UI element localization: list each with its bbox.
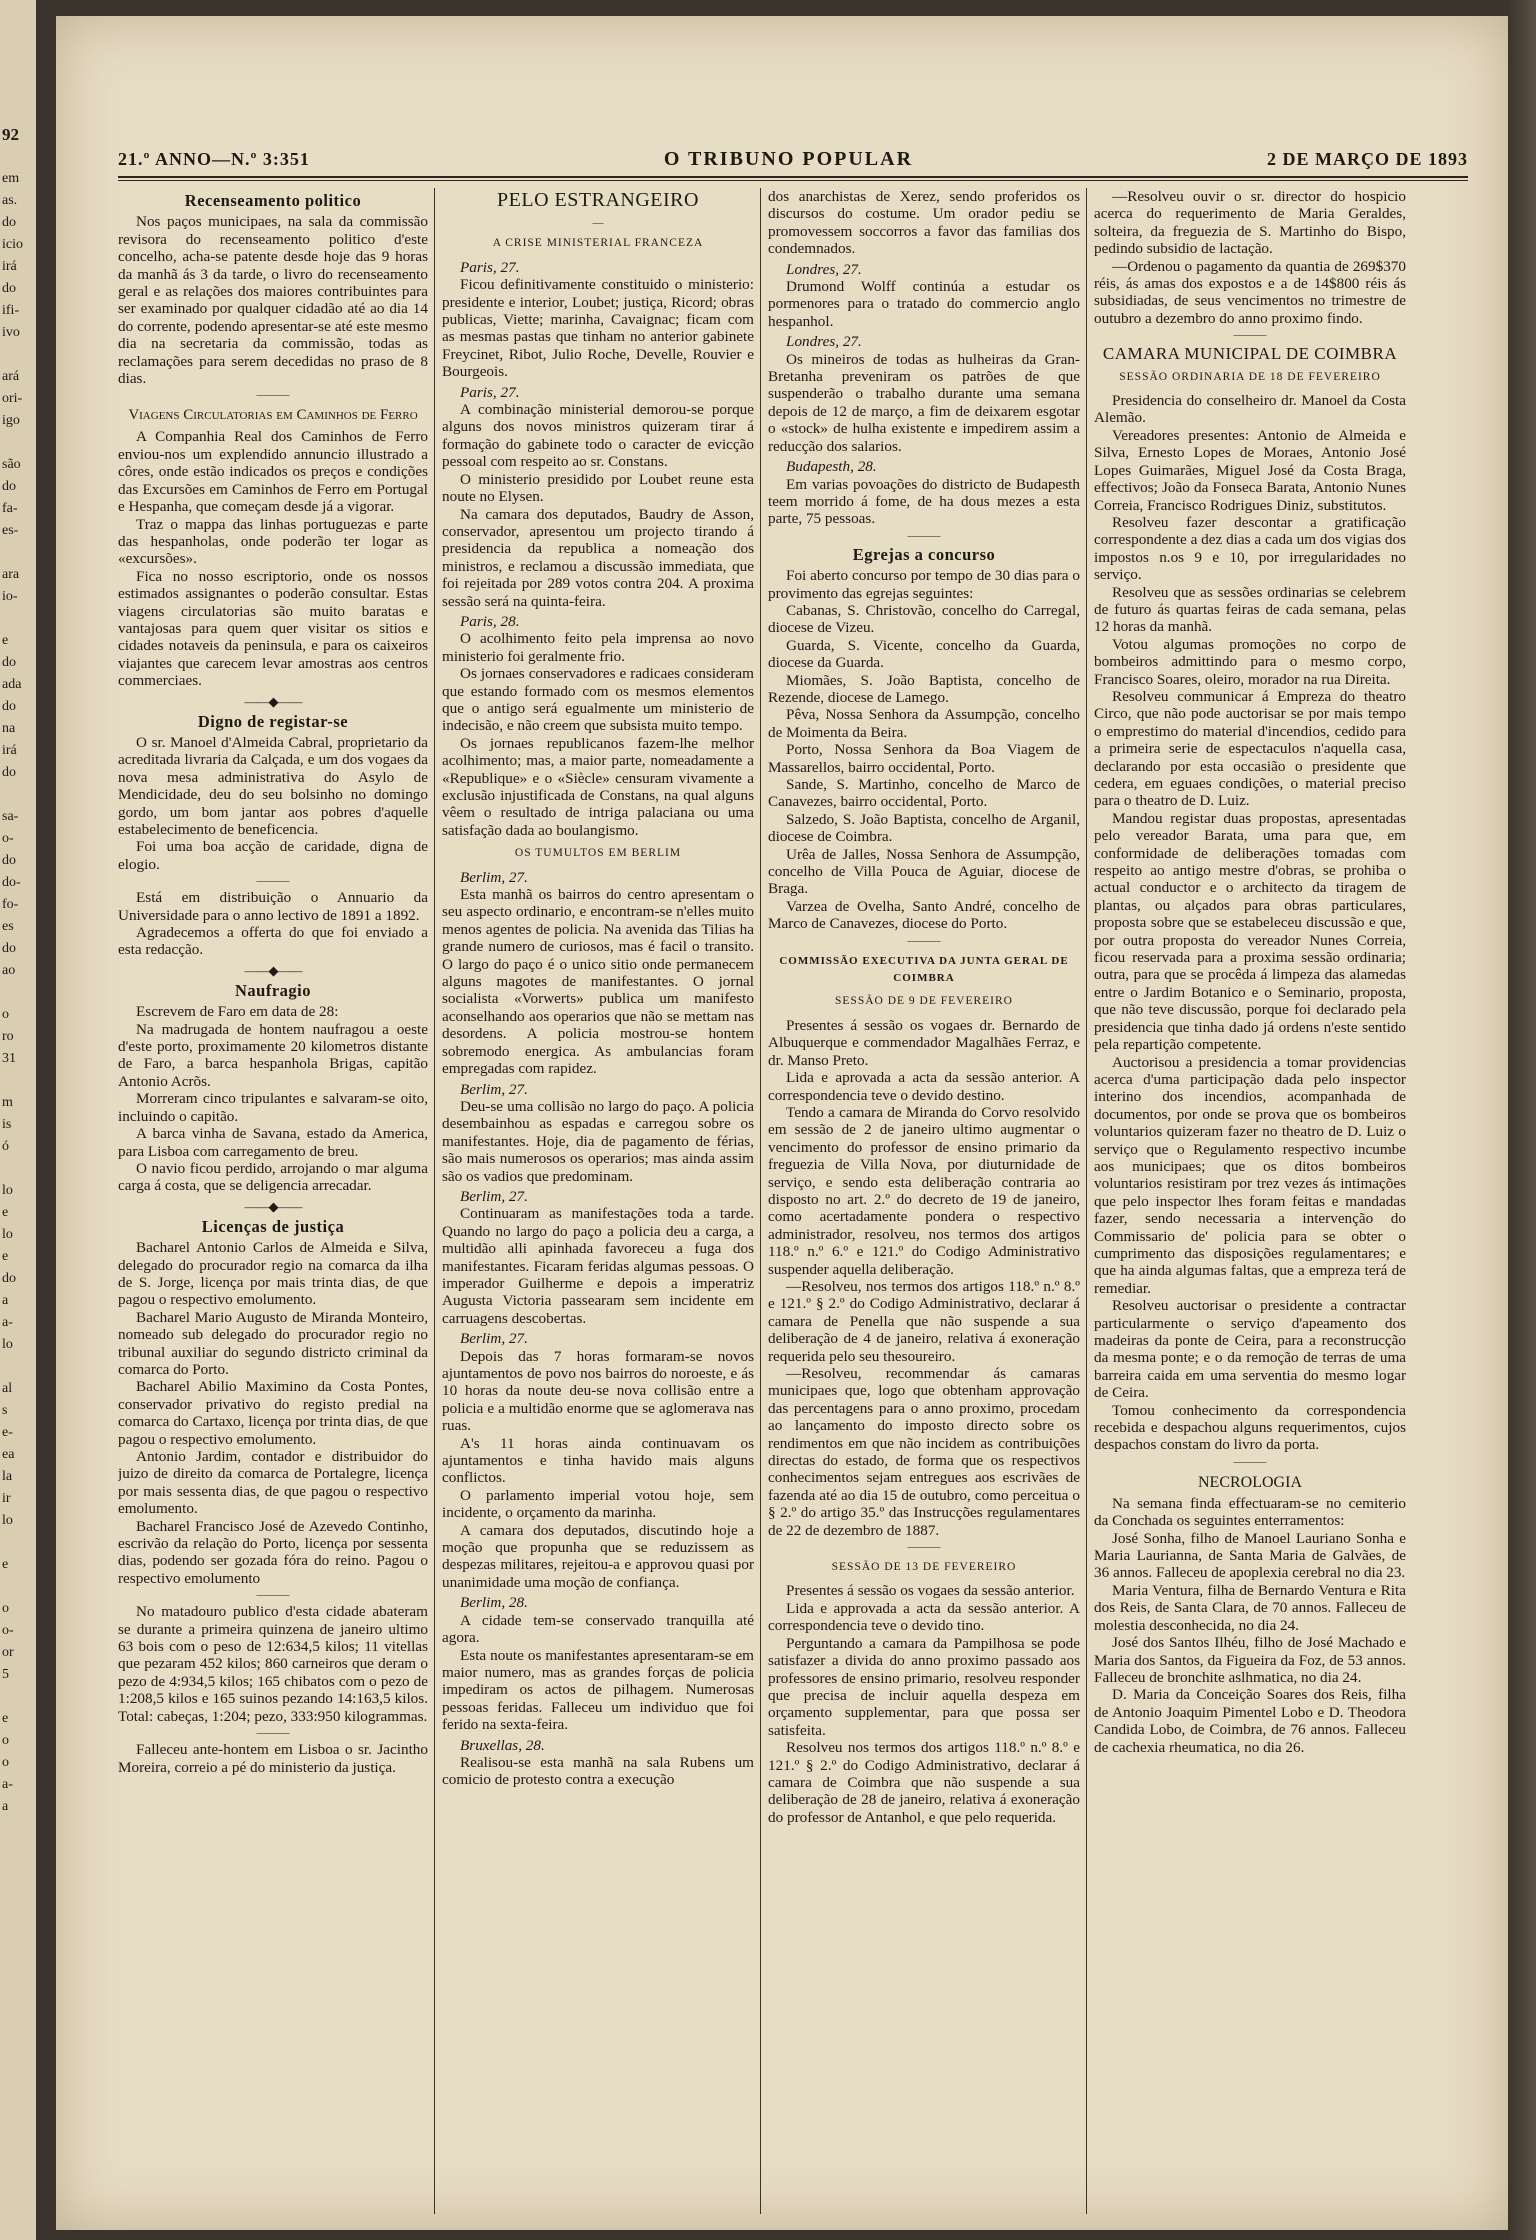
fragment-text [0,982,36,1004]
fragment-text: fo- [2,897,19,912]
article-text: Os mineiros de todas as hulheiras da Gran-Bretanha preveniram os patrões de que suspenderão o trabalho durante uma semana depois de 12 de março, a fim de deixarem esgotar o «stock» de hulha existente e impedirem assim a reducção dos salarios. [768,350,1080,455]
separator: ——— [907,1541,941,1554]
fragment-text: o [2,1007,9,1022]
article-text: Bacharel Mario Augusto de Miranda Monteiro, nomeado sub delegado do procurador regio no tribunal auxiliar do segundo districto criminal da comarca do Porto. [118,1308,428,1378]
fragment-text: o [2,1733,9,1748]
list-item: Porto, Nossa Senhora da Boa Viagem de Massarellos, bairro occidental, Porto. [768,741,1080,776]
article-text: Foi aberto concurso por tempo de 30 dias para o provimento das egrejas seguintes: [768,567,1080,602]
article-text: Resolveu nos termos dos artigos 118.º n.º 8.º e 121.º § 2.º do Codigo Administrativo, declarar á camara de Coimbra que não suspende a sua deliberação de 28 de janeiro, relativa á exoneração do professor de Antanhol, e que pelo requerida. [768,1739,1080,1826]
separator: ——— [256,1727,290,1740]
article-text: Fica no nosso escriptorio, onde os nossos estimados assignantes o poderão consultar. Estas viagens circulatorias são muito baratas e vantajosas para quem quer visitar os sitios e cidades notaveis da peninsula, e para os caixeiros viajantes que carecem levar amostras aos centros commerciaes. [118,567,428,690]
separator: ——— [256,875,290,888]
separator: ——— [907,529,941,542]
subheading: OS TUMULTOS EM BERLIM [514,847,682,860]
article-text: Resolveu que as sessões ordinarias se celebrem de futuro ás quartas feiras de cada semana, pelas 12 horas da manhã. [1094,583,1406,636]
fragment-text: o [2,1755,9,1770]
fragment-text: irá [2,259,17,274]
article-text: D. Maria da Conceição Soares dos Reis, filha de Antonio Joaquim Pimentel Lobo e D. Theodora Candida Lobo, de Coimbra, de 76 annos. Falleceu de cachexia rheumatica, no dia 26. [1094,1686,1406,1756]
article-text: O parlamento imperial votou hoje, sem incidente, o orçamento da marinha. [442,1486,754,1522]
fragment-text: do [2,699,16,714]
article-text: O acolhimento feito pela imprensa ao novo ministerio foi geralmente frio. [442,630,754,665]
fragment-text [0,1576,36,1598]
fragment-text: igo [2,413,20,428]
fragment-text: lo [2,1227,13,1242]
article-text: O ministerio presidido por Loubet reune esta noute no Elysen. [442,470,754,506]
dateline: Berlim, 27. [460,1080,528,1098]
article-text: Perguntando a camara da Pampilhosa se pode satisfazer a divida do anno proximo passado aos professores de ensino primario, resolveu responder que precisa de incluir aquella despeza em orçamento supplementar, para que possa ser satisfeita. [768,1634,1080,1739]
article-text: Os jornaes conservadores e radicaes consideram que estando formado com os mesmos elementos que o antigo será egualmente um ministerio de indecisão, e não creem que subsista muito tempo. [442,665,754,735]
fragment-text: e- [2,1425,13,1440]
column-divider [1086,188,1087,2214]
subheading: SESSÃO DE 9 DE FEVEREIRO [835,995,1013,1008]
fragment-text: sa- [2,809,19,824]
fragment-text: s [2,1403,8,1418]
article-text: O navio ficou perdido, arrojando o mar alguma carga á costa, que se deligencia arrecadar. [118,1159,428,1195]
masthead-rule [118,176,1468,178]
column-divider [434,188,435,2214]
fragment-text: ó [2,1139,9,1154]
article-text: Foi uma boa acção de caridade, digna de elogio. [118,838,428,873]
article-text: O sr. Manoel d'Almeida Cabral, proprietario da acreditada livraria da Calçada, e um dos vogaes da nova mesa administrativa do Asylo de Mendicidade, deu do seu bolsinho no domingo gordo, um bom jantar aos pobres d'aquelle estabelecimento de beneficencia. [118,733,428,838]
dateline: Berlim, 27. [460,1187,528,1205]
fragment-text: do [2,655,16,670]
subheading: SESSÃO ORDINARIA DE 18 DE FEVEREIRO [1119,370,1381,383]
fragment-text: ivo [2,325,20,340]
ornament-separator: ——◆—— [244,962,302,978]
headline: Viagens Circulatorias em Caminhos de Ferro [128,407,418,424]
list-item: Varzea de Ovelha, Santo André, concelho de Marco de Canavezes, diocese do Porto. [768,897,1080,933]
article-text: Em varias povoações do districto de Budapesth teem morrido á fome, de ha dous mezes a esta parte, 75 pessoas. [768,475,1080,528]
article-text: Esta manhã os bairros do centro apresentam o seu aspecto ordinario, e encontram-se n'elles muito menos agentes de policia. Na avenida das Tilias ha grande numero de curiosos, mas é facil o transito. O largo do paço é o unico sitio onde permanecem alguns magotes de manifestantes. O jornal socialista «Vorwerts» publica um manifesto aconselhando aos operarios que não se mettam nas desordens. A policia mostrou-se hontem sobremodo energica. As ambulancias foram empregadas com rapidez. [442,886,754,1078]
article-text: Resolveu auctorisar o presidente a contractar particularmente o serviço d'apeamento dos madeiras da ponte de Ceira, para a reconstrucção da mesma ponte; e o da remoção de terras de uma barreira caida em uma serventia do mesmo logar de Ceira. [1094,1297,1406,1402]
fragment-text: e [2,1249,9,1264]
article-text: Morreram cinco tripulantes e salvaram-se oito, incluindo o capitão. [118,1090,428,1125]
article-text: A camara dos deputados, discutindo hoje a moção que propunha que se reduzissem as despezas militares, rejeitou-a e approvou quasi por unanimidade uma moção de confiança. [442,1521,754,1591]
separator: ——— [256,389,290,402]
fragment-text: do [2,1271,16,1286]
article-text: Bacharel Francisco José de Azevedo Continho, escrivão da relação do Porto, licença por sessenta dias, podendo ser gozada fóra do reino. Pagou o respectivo emolumento [118,1517,428,1587]
separator: ——— [907,934,941,947]
fragment-text: a [2,1799,9,1814]
fragment-text: la [2,1469,13,1484]
fragment-text: ori- [2,391,23,406]
fragment-text: a [2,1293,9,1308]
dateline: Paris, 28. [460,612,520,630]
fragment-text: ará [2,369,20,384]
article-text: Lida e approvada a acta da sessão anterior. A correspondencia teve o devido tino. [768,1599,1080,1635]
ornament-separator: ——◆—— [244,1198,302,1214]
article-text: Antonio Jardim, contador e distribuidor do juizo de direito da comarca de Portalegre, licença por mais sessenta dias, de que pagou o respectivo emolumento. [118,1448,428,1518]
fragment-text [0,1686,36,1708]
list-item: Guarda, S. Vicente, concelho da Guarda, diocese da Guarda. [768,636,1080,672]
fragment-text: io- [2,589,18,604]
list-item: Miomães, S. João Baptista, concelho de Rezende, diocese de Lamego. [768,671,1080,706]
column-3 [768,188,1080,2214]
article-text: Na madrugada de hontem naufragou a oeste d'este porto, proximamente 20 kilometros distante de Faro, a barca hespanhola Brigas, capitão Antonio Acrõs. [118,1020,428,1090]
article-text: Tendo a camara de Miranda do Corvo resolvido em sessão de 2 de janeiro ultimo augmentar o vencimento do professor de ensino primario da freguezia de Villa Nova, por diuturnidade de serviço, e sendo esta deliberação contraria ao disposto no art. 2.º do decreto de 19 de janeiro, como acertadamente pondera o respectivo administrador, resolveu, nos termos dos artigos 118.º n.º 6.º e 121.º do Codigo Administrativo suspender aquella deliberação. [768,1103,1080,1278]
list-item: Salzedo, S. João Baptista, concelho de Arganil, diocese de Coimbra. [768,810,1080,846]
fragment-text: do [2,765,16,780]
fragment-text: e [2,633,9,648]
article-text: —Ordenou o pagamento da quantia de 269$370 réis, ás amas dos expostos e a de 14$800 réis ás subsidiadas, de seus vencimentos no trimestre de outubro a dezembro do anno proximo findo. [1094,257,1406,327]
subheading: A CRISE MINISTERIAL FRANCEZA [492,237,704,250]
issue-number: 21.º ANNO—N.º 3:351 [118,148,310,169]
list-item: Sande, S. Martinho, concelho de Marco de Canavezes, bairro occidental, Porto. [768,776,1080,811]
fragment-text: lo [2,1337,13,1352]
masthead [118,144,1468,174]
columns [118,188,1468,2214]
headline: Recenseamento politico [184,191,362,210]
fragment-text: do [2,215,16,230]
fragment-text: do [2,941,16,956]
fragment-text: m [2,1095,13,1110]
headline: Egrejas a concurso [852,544,996,564]
page-edge-shadow [1508,0,1536,2240]
subheading: SESSÃO DE 13 DE FEVEREIRO [831,1561,1017,1574]
column-2 [442,188,754,2214]
fragment-text: ara [2,567,20,582]
article-text: Mandou registar duas propostas, apresentadas pelo vereador Barata, uma para que, em conformidade de deliberações tomadas com respeito ao antigo mestre d'obras, se prohiba o actual conductor e o architecto da tiragem de plantas, ou alçados para obras particulares, proposta sobre que se estabeleceu discussão e que, por outra proposta do vereador Nunes Correia, ficou reservada para a proxima sessão ordinaria; outra, para que se procêda á limpeza das alamedas entre o Jardim Botanico e o Seminario, proposta, que não teve discussão, porque foi declarado pela presidencia que tinha dado já ordens n'este sentido pela repartição competente. [1094,809,1406,1054]
fragment-text: o [2,1601,9,1616]
fragment-text: ir [2,1491,11,1506]
article-text: Nos paços municipaes, na sala da commissão revisora do recenseamento politico d'este concelho, acha-se patente desde hoje das 9 horas da manhã ás 3 da tarde, o livro do recenseamento geral e as relações dos maiores contribuintes para ser examinado por qualquer cidadão até ao dia 14 do corrente, podendo apresentar-se até este mesmo dia na secretaria da commissão, todas as reclamações para serem decedidas no praso de 8 dias. [118,213,428,388]
article-text: Continuaram as manifestações toda a tarde. Quando no largo do paço a policia deu a carga, a multidão alli apinhada favoreceu a fuga dos manifestantes. Ficaram feridas algumas pessoas. O imperador Guilherme e depois a imperatriz Augusta Victoria passearam sem incidente em carruagens descobertas. [442,1205,754,1327]
fragment-text: do [2,853,16,868]
article-text: Drumond Wolff continúa a estudar os pormenores para o tratado do commercio anglo hespanhol. [768,278,1080,330]
fragment-text: o- [2,1623,14,1638]
article-text: A's 11 horas ainda continuavam os ajuntamentos e tinha havido mais alguns conflictos. [442,1434,754,1487]
article-text: A cidade tem-se conservado tranquilla até agora. [442,1611,754,1647]
fragment-text [0,1070,36,1092]
dateline: Londres, 27. [786,333,862,351]
list-item: Cabanas, S. Christovão, concelho do Carregal, diocese de Vizeu. [768,601,1080,637]
fragment-text: e [2,1711,9,1726]
newspaper-title: O TRIBUNO POPULAR [663,147,914,170]
issue-date: 2 DE MARÇO DE 1893 [1266,148,1468,169]
left-page-fragment [0,0,36,2240]
dateline: Berlim, 27. [460,1330,528,1348]
article-text: —Resolveu, nos termos dos artigos 118.º n.º 8.º e 121.º § 2.º do Codigo Administrativo, declarar á camara de Penella que não suspende a sua deliberação de 4 de janeiro, relativa á exoneração requerida pelo seu thesoureiro. [768,1277,1080,1365]
article-text: José Sonha, filho de Manoel Lauriano Sonha e Maria Laurianna, de Santa Maria de Galvães, de 36 annos. Falleceu de apoplexia cerebral no dia 23. [1094,1529,1406,1582]
article-text: —Resolveu, recommendar ás camaras municipaes que, logo que obtenham approvação das percentagens para o anno proximo, procedam ao lançamento do imposto directo sobre os rendimentos em que não incidem as contribuições directas do estado, de forma que os respectivos conhecimentos sejam entregues aos escrivães de fazenda até ao dia 15 de outubro, como perceitua o § 2.º do artigo 35.º das Instrucções regulamentares de 22 de dezembro de 1887. [768,1365,1080,1539]
article-text: A barca vinha de Savana, estado da America, para Lisboa com carregamento de breu. [118,1125,428,1160]
separator: — [592,217,604,230]
article-text: Agradecemos a offerta do que foi enviado a esta redacção. [118,924,428,959]
masthead-rule-thin [118,180,1468,181]
fragment-text: do [2,281,16,296]
fragment-text: ro [2,1029,14,1044]
fragment-text: e [2,1557,9,1572]
article-text: Depois das 7 horas formaram-se novos ajuntamentos de povo nos bairros do noroeste, e ás 10 horas da noute deu-se nova collisão entre a policia e a multidão enorme que se aglomerava nas ruas. [442,1347,754,1435]
article-text: Falleceu ante-hontem em Lisboa o sr. Jacintho Moreira, correio a pé do ministerio da justiça. [118,1741,428,1776]
fragment-text [0,1532,36,1554]
headline: Naufragio [235,980,311,1000]
fragment-text: lo [2,1513,13,1528]
subheading: COMMISSÃO EXECUTIVA DA JUNTA GERAL DE COIMBRA [779,954,1069,985]
article-text: Presentes á sessão os vogaes da sessão anterior. [786,1582,1075,1600]
fragment-text [0,1356,36,1378]
article-text: Bacharel Abilio Maximino da Costa Pontes, conservador privativo do registo predial na comarca do Cartaxo, licença por trinta dias, de que pagou o respectivo emolumento. [118,1378,428,1448]
fragment-text: e [2,1205,9,1220]
dateline: Paris, 27. [460,258,520,276]
fragment-text: na [2,721,16,736]
fragment-text [0,1158,36,1180]
fragment-text: fa- [2,501,18,516]
fragment-text: es- [2,523,19,538]
article-text: A Companhia Real dos Caminhos de Ferro enviou-nos um explendido annuncio illustrado a côres, onde estão indicados os preços e condições das Excursões em Caminhos de Ferro em Portugal e Hespanha, que começam desde já a vigorar. [118,428,428,516]
fragment-text [0,542,36,564]
fragment-text [0,146,36,168]
dateline: Berlim, 27. [460,868,528,886]
fragment-text: do [2,479,16,494]
dateline: Bruxellas, 28. [460,1736,545,1754]
separator: ——— [256,1589,290,1602]
fragment-text: icio [2,237,23,252]
list-item: Pêva, Nossa Senhora da Assumpção, concelho de Moimenta da Beira. [768,706,1080,741]
article-text: Os jornaes republicanos fazem-lhe melhor acolhimento; mas, a maior parte, nomeadamente a «Republique» e o «Siècle» censuram vivamente a exclusão injustificada de Constans, na qual alguns vêem o resultado de intriga palaciana ou uma satisfação dada ao boulangismo. [442,734,754,839]
separator: ——— [1233,1455,1267,1468]
article-text: No matadouro publico d'esta cidade abateram se durante a primeira quinzena de janeiro ultimo 63 bois com o peso de 12:634,5 kilos; 11 vitellas que pezaram 452 kilos; 860 carneiros que deram o pezo de 4:934,5 kilos; 165 chibatos com o pezo de 1:208,5 kilos e 165 suinos pezando 14:163,5 kilos. Total: cabeças, 1:204; pezo, 333:950 kilogrammas. [118,1603,428,1725]
article-text: Votou algumas promoções no corpo de bombeiros admittindo para o mesmo corpo, Francisco Soares, oleiro, morador na rua Direita. [1094,635,1406,688]
column-4 [1094,188,1406,2214]
fragment-text [0,432,36,454]
article-text: Vereadores presentes: Antonio de Almeida e Silva, Ernesto Lopes de Moraes, Antonio José Lopes Guimarães, Miguel José da Costa Braga, effectivos; João da Fonseca Barata, Antonio Nunes Correia, Francisco Rodrigues Diniz, substitutos. [1094,426,1406,514]
column-1 [118,188,428,2214]
article-text: Bacharel Antonio Carlos de Almeida e Silva, delegado do procurador regio na comarca da ilha de S. Jorge, licença por mais trinta dias, de que pagou o respectivo emolumento. [118,1239,428,1309]
fragment-text: 92 [2,125,19,144]
article-text: A combinação ministerial demorou-se porque alguns dos novos ministros quizeram tirar á formação do gabinete todo o caracter de evicção pessoal com respeito ao sr. Constans. [442,401,754,471]
article-text: Maria Ventura, filha de Bernardo Ventura e Rita dos Reis, de Santa Clara, de 70 annos. Falleceu de molestia desconhecida, no dia 24. [1094,1581,1406,1634]
fragment-text: lo [2,1183,13,1198]
article-text: Tomou conhecimento da correspondencia recebida e despachou alguns requerimentos, cujos despachos constam do livro da porta. [1094,1401,1406,1454]
article-text: Resolveu fazer descontar a gratificação correspondente a dez dias a cada um dos vigias dos impostos n.os 9 e 10, por irregularidades no serviço. [1094,513,1406,584]
column-divider [760,188,761,2214]
fragment-text: es [2,919,14,934]
article-text: Na camara dos deputados, Baudry de Asson, conservador, apresentou um projecto tirando á presidencia da republica a nomeação dos ministros, e reclamou a discussão immediata, que foi rejeitada por 289 votos contra 204. A proxima sessão será na quinta-feira. [442,505,754,610]
fragment-text: 31 [2,1051,16,1066]
list-item: Urêa de Jalles, Nossa Senhora de Assumpção, concelho de Villa Pouca de Aguiar, diocese de Braga. [768,845,1080,898]
fragment-text [0,344,36,366]
section-title: PELO ESTRANGEIRO [497,189,699,211]
fragment-text: a- [2,1315,13,1330]
fragment-text [0,784,36,806]
article-text: Esta noute os manifestantes apresentaram-se em maior numero, mas as grandes forças de policia impediram os actos de pilhagem. Numerosas pessoas feridas. Falleceu um individuo que foi ferido na sexta-feira. [442,1646,754,1734]
fragment-text: ada [2,677,22,692]
article-text: Traz o mappa das linhas portuguezas e parte das hespanholas, onde poderão ter logar as «excursões». [118,515,428,568]
headline: Licenças de justiça [201,1216,345,1236]
fragment-text: as. [2,193,18,208]
article-text: Presidencia do conselheiro dr. Manoel da Costa Alemão. [1094,392,1406,427]
fragment-text: são [2,457,21,472]
fragment-text: do- [2,875,21,890]
fragment-text: a- [2,1777,13,1792]
article-text: —Resolveu ouvir o sr. director do hospicio acerca do requerimento de Maria Geraldes, solteira, da freguezia de S. Martinho do Bispo, pedindo subsidio de lactação. [1094,188,1406,258]
fragment-text: ea [2,1447,15,1462]
article-text: Está em distribuição o Annuario da Universidade para o anno lectivo de 1891 a 1892. [118,889,428,924]
dateline: Budapesth, 28. [786,458,877,476]
section-title: CAMARA MUNICIPAL DE COIMBRA [1102,344,1398,364]
fragment-text: em [2,171,20,186]
fragment-text [0,608,36,630]
ornament-separator: ——◆—— [244,693,302,709]
article-text: Na semana finda effectuaram-se no cemiterio da Conchada os seguintes enterramentos: [1094,1494,1406,1530]
article-text: Realisou-se esta manhã na sala Rubens um comicio de protesto contra a execução [442,1753,754,1789]
fragment-text: is [2,1117,12,1132]
article-text: Escrevem de Faro em data de 28: [136,1003,339,1021]
newspaper-page [56,16,1508,2230]
headline: Digno de registar-se [197,711,349,731]
fragment-text: irá [2,743,17,758]
headline: NECROLOGIA [1198,1473,1302,1491]
article-text: Resolveu communicar á Empreza do theatro Circo, que não pode auctorisar se por mais tempo o emprestimo do material d'incendios, cedido para a primeira serie de espectaculos n'aquella casa, declarando por esta occasião o presidente que cedera, em eguaes condições, o material preciso para o theatro de D. Luiz. [1094,687,1406,810]
fragment-text: or [2,1645,14,1660]
fragment-text: o- [2,831,14,846]
article-text: Deu-se uma collisão no largo do paço. A policia desembainhou as espadas e carregou sobre os manifestantes. Hoje, dia de pagamento de férias, são mais numerosos os operarios; mas ainda assim são os vadios que predominam. [442,1097,754,1185]
fragment-text: al [2,1381,13,1396]
article-text: José dos Santos Ilhéu, filho de José Machado e Maria dos Santos, da Figueira da Foz, de 53 annos. Falleceu de bronchite aslhmatica, no dia 24. [1094,1634,1406,1686]
article-text: dos anarchistas de Xerez, sendo proferidos os discursos do costume. Um orador pediu se promovessem soccorros a favor das familias dos condemnados. [768,188,1080,258]
article-text: Auctorisou a presidencia a tomar providencias acerca d'uma participação dada pelo inspector interino dos incendios, acompanhada de documentos, por onde se prova que os bombeiros voluntarios quizeram fazer no theatro de D. Luiz o serviço que o Regulamento respectivo incumbe aos municipaes; que os ditos bombeiros voluntarios resistiram por trez vezes ás intimações que pelo inspector lhes foram feitas e mandadas fazer, sendo necessaria a intervenção do Commissario de' policia para se obter o cumprimento das disposições regulamentares; e que ha ainda algumas faltas, que a empreza terá de remediar. [1094,1053,1406,1297]
fragment-text: 5 [2,1667,9,1682]
dateline: Paris, 27. [460,383,520,401]
article-text: Ficou definitivamente constituido o ministerio: presidente e interior, Loubet; justiça, Ricord; obras publicas, Viette; marinha, Cavaignac; ficam com as mesmas pastas que tinham no anterior gabinete Freycinet, Ribot, Julio Roche, Develle, Rouvier e Bourgeois. [442,276,754,381]
fragment-text: ifi- [2,303,20,318]
dateline: Londres, 27. [786,260,862,278]
article-text: Lida e aprovada a acta da sessão anterior. A correspondencia teve o devido destino. [768,1069,1080,1104]
fragment-text: ao [2,963,16,978]
article-text: Presentes á sessão os vogaes dr. Bernardo de Albuquerque e commendador Magalhães Ferraz, e dr. Manso Preto. [768,1016,1080,1069]
separator: ——— [1233,329,1267,342]
dateline: Berlim, 28. [460,1594,528,1612]
